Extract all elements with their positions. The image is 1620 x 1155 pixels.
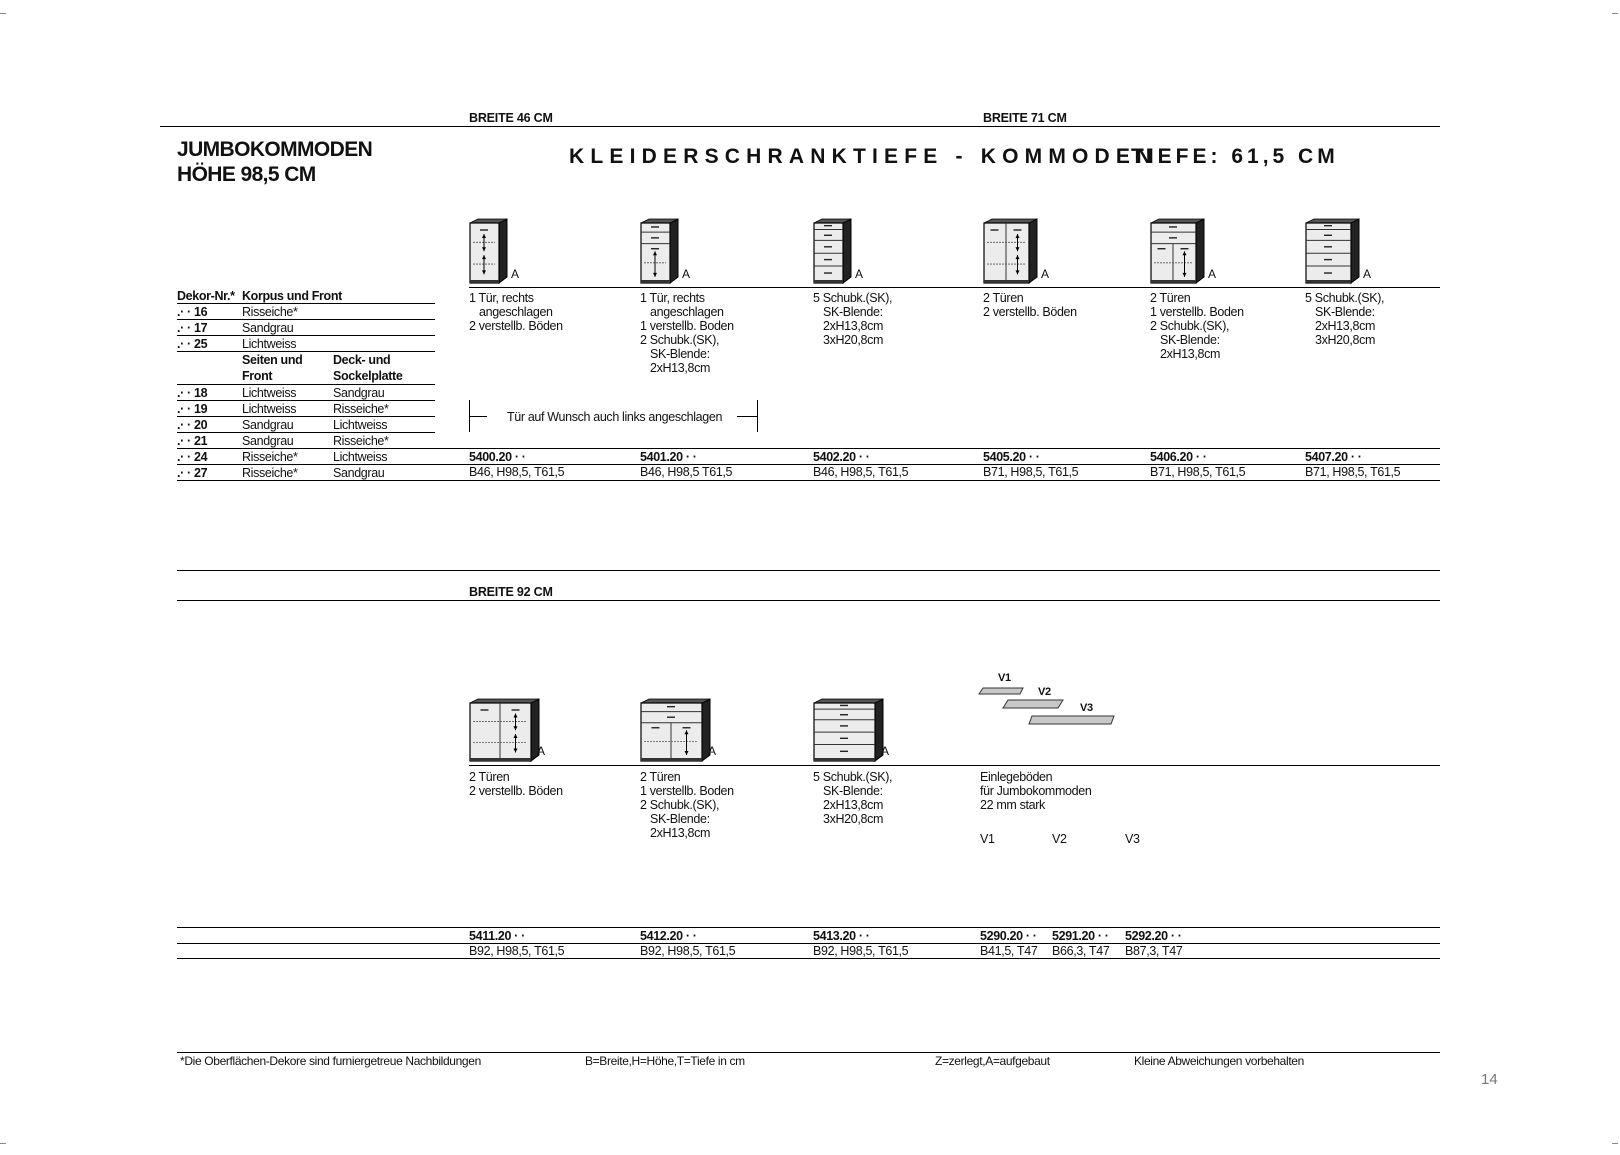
- decor-nr: .· · 17: [177, 321, 208, 335]
- product-dims: B71, H98,5, T61,5: [1305, 465, 1401, 479]
- product-code-block: [469, 450, 564, 480]
- assembled-marker: A: [855, 267, 864, 281]
- shelf-code: [1052, 929, 1109, 959]
- footer-note-assembly: Z=zerlegt,A=aufgebaut: [935, 1054, 1050, 1068]
- product-description: [983, 291, 1077, 319]
- decor-nr: .· · 19: [177, 402, 208, 416]
- table-rule: [177, 384, 435, 385]
- cabinet-plinth: [641, 758, 702, 761]
- product-dims: B92, H98,5, T61,5: [813, 944, 909, 958]
- korpus-header: Korpus und Front: [242, 289, 342, 303]
- cabinet-side: [843, 219, 851, 283]
- description-line: 5 Schubk.(SK),: [1305, 291, 1385, 305]
- description-line: SK-Blende:: [823, 305, 883, 319]
- product-description: [469, 770, 563, 798]
- decor-nr: .· · 27: [177, 466, 208, 480]
- description-line: 5 Schubk.(SK),: [813, 770, 893, 784]
- shelves-line: 22 mm stark: [980, 798, 1045, 812]
- description-line: 3xH20,8cm: [1315, 333, 1376, 347]
- note-bracket-right: [757, 400, 758, 432]
- product-description: [1305, 291, 1384, 347]
- assembled-marker: A: [682, 267, 691, 281]
- description-line: 2 Türen: [640, 770, 681, 784]
- page-title-line2: HÖHE 98,5 CM: [177, 163, 316, 186]
- description-line: SK-Blende:: [823, 784, 883, 798]
- table-rule: [177, 400, 435, 401]
- decor-name: Risseiche*: [242, 305, 298, 319]
- decor-nr: .· · 25: [177, 337, 208, 351]
- product-code-block: [983, 450, 1078, 480]
- crop-mark: [1612, 13, 1618, 14]
- seiten-header: Seiten und: [242, 353, 303, 367]
- decor-deck: Sandgrau: [333, 466, 385, 480]
- shelves-line: für Jumbokommoden: [980, 784, 1092, 798]
- assembled-marker: A: [881, 744, 890, 758]
- decor-nr-header: Dekor-Nr.*: [177, 289, 235, 303]
- footer-rule: [177, 1052, 1440, 1053]
- description-line: 1 verstellb. Boden: [1150, 305, 1244, 319]
- product-code: 5413.20 · ·: [813, 929, 870, 943]
- decor-deck: Lichtweiss: [333, 418, 388, 432]
- main-title: KLEIDERSCHRANKTIEFE - KOMMODEN: [569, 145, 1158, 168]
- description-line: 3xH20,8cm: [823, 812, 884, 826]
- shelves-line: Einlegeböden: [980, 770, 1053, 784]
- decor-seiten: Risseiche*: [242, 450, 298, 464]
- decor-seiten: Risseiche*: [242, 466, 298, 480]
- description-line: 2xH13,8cm: [650, 361, 711, 375]
- product-description: [640, 770, 734, 840]
- table-rule: [177, 303, 435, 304]
- description-line: 2 Schubk.(SK),: [640, 798, 720, 812]
- width-71-heading: BREITE 71 CM: [983, 111, 1067, 125]
- product-code-block: [1305, 450, 1400, 480]
- description-line: 2 verstellb. Böden: [469, 319, 563, 333]
- product-code: 5401.20 · ·: [640, 450, 697, 464]
- description-line: 2 verstellb. Böden: [469, 784, 563, 798]
- product-description: [469, 291, 563, 333]
- product-drawing: [1150, 218, 1210, 291]
- decor-seiten: Lichtweiss: [242, 386, 297, 400]
- product-code: 5407.20 · ·: [1305, 450, 1362, 464]
- shelf-v3-caption: V3: [1125, 832, 1140, 846]
- shelves-description: [980, 770, 1091, 812]
- product-dims: B46, H98,5 T61,5: [640, 465, 733, 479]
- product-description: [813, 770, 892, 826]
- assembled-marker: A: [1041, 267, 1050, 281]
- decor-name: Lichtweiss: [242, 337, 297, 351]
- product-code: 5291.20 · ·: [1052, 929, 1109, 943]
- decor-seiten: Sandgrau: [242, 418, 294, 432]
- crop-mark: [1612, 1143, 1618, 1144]
- width-46-heading: BREITE 46 CM: [469, 111, 553, 125]
- description-line: 2 Türen: [469, 770, 510, 784]
- description-line: 2xH13,8cm: [823, 798, 884, 812]
- note-bracket-line: [737, 416, 757, 417]
- product-dims: B71, H98,5, T61,5: [1150, 465, 1246, 479]
- table-rule: [177, 432, 435, 433]
- shelf-label-v3: V3: [1080, 702, 1093, 714]
- product-dims: B92, H98,5, T61,5: [640, 944, 736, 958]
- description-line: 2xH13,8cm: [1160, 347, 1221, 361]
- shelf-code: [980, 929, 1037, 959]
- product-dims: B92, H98,5, T61,5: [469, 944, 565, 958]
- cabinet-drawing: [1150, 218, 1210, 286]
- cabinet-drawing: [983, 218, 1043, 286]
- header-rule: [160, 126, 1440, 127]
- code-rule-top: [177, 448, 1440, 449]
- section2-rule-header: [177, 600, 1440, 601]
- table-rule: [177, 335, 435, 336]
- cabinet-plinth: [1306, 280, 1351, 283]
- door-note: Tür auf Wunsch auch links angeschlagen: [507, 410, 723, 424]
- description-line: 2 Türen: [983, 291, 1024, 305]
- width-92-heading: BREITE 92 CM: [469, 585, 553, 599]
- product-code-block: [813, 929, 908, 959]
- shelf-code: [1125, 929, 1182, 959]
- assembled-marker: A: [708, 744, 717, 758]
- decor-nr: .· · 21: [177, 434, 208, 448]
- product-drawing: [640, 698, 716, 769]
- product-code: 5405.20 · ·: [983, 450, 1040, 464]
- cabinet-top: [1306, 219, 1359, 223]
- decor-nr: .· · 18: [177, 386, 208, 400]
- drawing-baseline: [469, 287, 1440, 288]
- decor-seiten: Lichtweiss: [242, 402, 297, 416]
- decor-seiten: Sandgrau: [242, 434, 294, 448]
- product-code: 5402.20 · ·: [813, 450, 870, 464]
- cabinet-drawing: [813, 698, 889, 764]
- product-code: 5290.20 · ·: [980, 929, 1037, 943]
- product-dims: B71, H98,5, T61,5: [983, 465, 1079, 479]
- description-line: SK-Blende:: [650, 812, 710, 826]
- assembled-marker: A: [537, 744, 546, 758]
- description-line: 1 verstellb. Boden: [640, 784, 734, 798]
- page-title-line1: JUMBOKOMMODEN: [177, 138, 373, 161]
- product-code: 5412.20 · ·: [640, 929, 697, 943]
- product-code-block: [1150, 450, 1245, 480]
- product-drawing: [813, 698, 889, 769]
- description-line: angeschlagen: [479, 305, 553, 319]
- shelf-label-v1: V1: [998, 672, 1011, 684]
- section2-rule-top: [177, 570, 1440, 571]
- note-bracket-line: [469, 416, 487, 417]
- assembled-marker: A: [1208, 267, 1217, 281]
- decor-nr: .· · 24: [177, 450, 208, 464]
- seiten-header-2: Front: [242, 369, 273, 383]
- cabinet-plinth: [1151, 280, 1196, 283]
- product-code-block: [640, 929, 735, 959]
- description-line: 1 Tür, rechts: [640, 291, 705, 305]
- code-rule-bottom-2: [177, 958, 1440, 959]
- decor-deck: Risseiche*: [333, 402, 389, 416]
- product-drawing: [640, 218, 684, 291]
- product-dims: B46, H98,5, T61,5: [469, 465, 565, 479]
- product-dims: B66,3, T47: [1052, 944, 1110, 958]
- description-line: SK-Blende:: [1315, 305, 1375, 319]
- product-code: 5411.20 · ·: [469, 929, 525, 943]
- description-line: SK-Blende:: [1160, 333, 1220, 347]
- decor-deck: Risseiche*: [333, 434, 389, 448]
- table-rule: [177, 416, 435, 417]
- cabinet-side: [1351, 219, 1359, 283]
- cabinet-side: [1196, 219, 1204, 283]
- cabinet-plinth: [814, 280, 843, 283]
- product-dims: B46, H98,5, T61,5: [813, 465, 909, 479]
- description-line: 2 verstellb. Böden: [983, 305, 1077, 319]
- description-line: 2xH13,8cm: [650, 826, 711, 840]
- description-line: SK-Blende:: [650, 347, 710, 361]
- description-line: 1 verstellb. Boden: [640, 319, 734, 333]
- assembled-marker: A: [1363, 267, 1372, 281]
- footer-note-dimensions: B=Breite,H=Höhe,T=Tiefe in cm: [585, 1054, 745, 1068]
- page-number: 14: [1481, 1071, 1498, 1088]
- product-code: 5406.20 · ·: [1150, 450, 1207, 464]
- description-line: angeschlagen: [650, 305, 724, 319]
- decor-nr: .· · 20: [177, 418, 208, 432]
- drawing-baseline-2: [469, 765, 1440, 766]
- cabinet-drawing: [813, 218, 857, 286]
- product-drawing: [469, 698, 545, 769]
- cabinet-plinth: [984, 280, 1029, 283]
- product-code-block: [469, 929, 564, 959]
- cabinet-plinth: [814, 758, 875, 761]
- cabinet-plinth: [641, 280, 670, 283]
- cabinet-top: [984, 219, 1037, 223]
- cabinet-side: [670, 219, 678, 283]
- footer-note-disclaimer: Kleine Abweichungen vorbehalten: [1134, 1054, 1304, 1068]
- description-line: 3xH20,8cm: [823, 333, 884, 347]
- description-line: 2 Türen: [1150, 291, 1191, 305]
- product-code: 5292.20 · ·: [1125, 929, 1182, 943]
- footer-note-decor: *Die Oberflächen-Dekore sind furniergetreue Nachbildungen: [180, 1054, 481, 1068]
- cabinet-drawing: [640, 218, 684, 286]
- description-line: 2xH13,8cm: [823, 319, 884, 333]
- shelf-label-v2: V2: [1038, 686, 1051, 698]
- decor-name: Sandgrau: [242, 321, 294, 335]
- table-rule: [177, 351, 435, 352]
- decor-nr: .· · 16: [177, 305, 208, 319]
- product-code-block: [813, 450, 908, 480]
- decor-deck: Lichtweiss: [333, 450, 388, 464]
- shelf-v1-caption: V1: [980, 832, 995, 846]
- table-rule: [177, 319, 435, 320]
- cabinet-side: [1029, 219, 1037, 283]
- code-rule-mid-2: [177, 943, 1440, 944]
- code-rule-top-2: [177, 927, 1440, 928]
- cabinet-drawing: [1305, 218, 1365, 286]
- product-dims: B87,3, T47: [1125, 944, 1183, 958]
- product-code-block: [640, 450, 732, 480]
- cabinet-top: [1151, 219, 1204, 223]
- description-line: 2xH13,8cm: [1315, 319, 1376, 333]
- cabinet-drawing: [640, 698, 716, 764]
- crop-mark: [0, 13, 6, 14]
- assembled-marker: A: [511, 267, 520, 281]
- product-dims: B41,5, T47: [980, 944, 1038, 958]
- product-drawing: [1305, 218, 1365, 291]
- depth-title: TIEFE: 61,5 CM: [1131, 145, 1339, 168]
- deck-header: Deck- und: [333, 353, 391, 367]
- description-line: 5 Schubk.(SK),: [813, 291, 893, 305]
- cabinet-side: [499, 219, 507, 283]
- product-description: [1150, 291, 1244, 361]
- description-line: 2 Schubk.(SK),: [640, 333, 720, 347]
- cabinet-drawing: [469, 218, 513, 286]
- code-rule-mid: [177, 464, 1440, 465]
- product-code: 5400.20 · ·: [469, 450, 526, 464]
- product-drawing: [469, 218, 513, 291]
- decor-deck: Sandgrau: [333, 386, 385, 400]
- description-line: 1 Tür, rechts: [469, 291, 534, 305]
- description-line: 2 Schubk.(SK),: [1150, 319, 1230, 333]
- crop-mark: [0, 1143, 6, 1144]
- code-rule-bottom: [177, 480, 1440, 481]
- product-description: [640, 291, 734, 375]
- cabinet-drawing: [469, 698, 545, 764]
- shelf-v2-caption: V2: [1052, 832, 1067, 846]
- cabinet-plinth: [470, 280, 499, 283]
- product-drawing: [813, 218, 857, 291]
- product-description: [813, 291, 892, 347]
- product-drawing: [983, 218, 1043, 291]
- deck-header-2: Sockelplatte: [333, 369, 403, 383]
- cabinet-plinth: [470, 758, 531, 761]
